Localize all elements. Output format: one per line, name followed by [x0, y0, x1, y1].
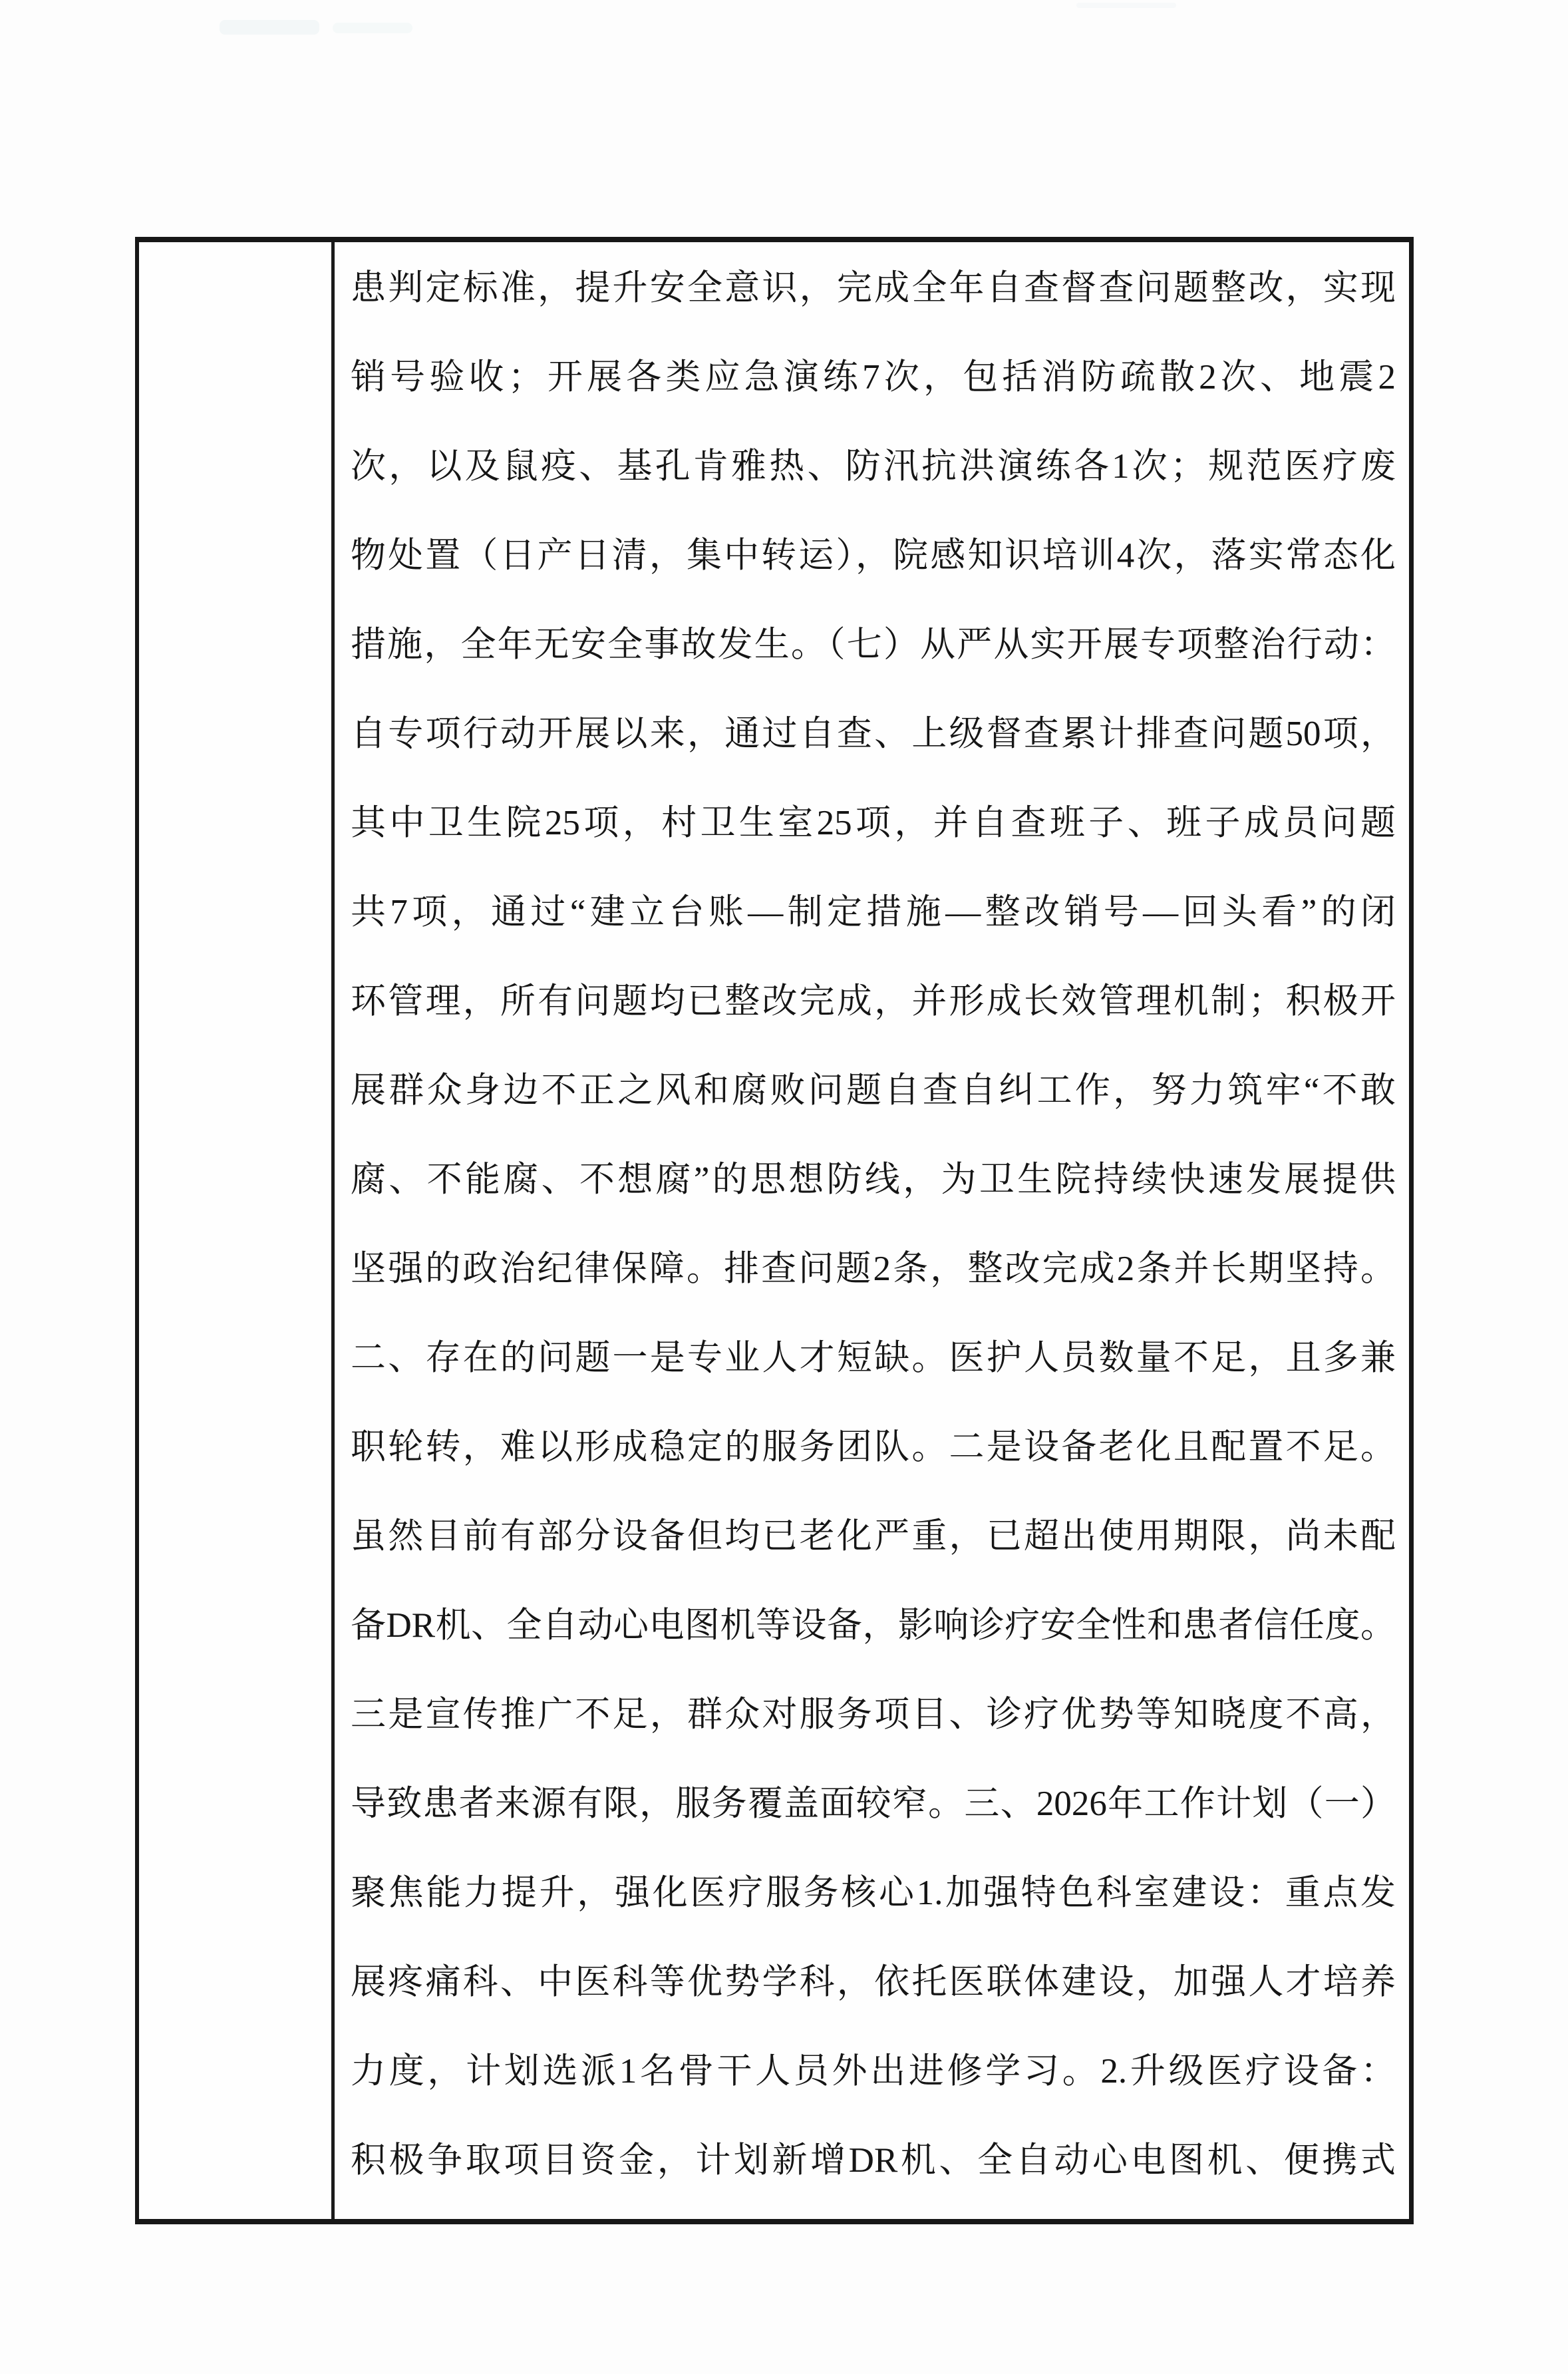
text-line: 腐、不能腐、不想腐”的思想防线，为卫生院持续快速发展提供 — [351, 1160, 1396, 1199]
text-line: 积极争取项目资金，计划新增DR机、全自动心电图机、便携式 — [351, 2141, 1396, 2180]
text-line: 措施，全年无安全事故发生。（七）从严从实开展专项整治行动： — [351, 625, 1396, 664]
text-line: 其中卫生院25项，村卫生室25项，并自查班子、班子成员问题 — [351, 804, 1396, 842]
scan-artifact — [333, 23, 412, 33]
text-line: 次，以及鼠疫、基孔肯雅热、防汛抗洪演练各1次；规范医疗废 — [351, 447, 1396, 486]
text-line: 环管理，所有问题均已整改完成，并形成长效管理机制；积极开 — [351, 982, 1396, 1021]
scan-artifact — [220, 20, 319, 35]
text-line: 虽然目前有部分设备但均已老化严重，已超出使用期限，尚未配 — [351, 1517, 1396, 1556]
text-line: 职轮转，难以形成稳定的服务团队。二是设备老化且配置不足。 — [351, 1428, 1396, 1466]
text-line: 二、存在的问题一是专业人才短缺。医护人员数量不足，且多兼 — [351, 1339, 1396, 1377]
table-label-column — [139, 242, 335, 2219]
text-line: 导致患者来源有限，服务覆盖面较窄。三、2026年工作计划（一） — [351, 1784, 1396, 1823]
text-line: 物处置（日产日清，集中转运），院感知识培训4次，落实常态化 — [351, 536, 1396, 575]
table-content-column — [335, 242, 1409, 2219]
text-line: 自专项行动开展以来，通过自查、上级督查累计排查问题50项， — [351, 715, 1396, 753]
text-line: 聚焦能力提升，强化医疗服务核心1.加强特色科室建设：重点发 — [351, 1874, 1396, 1912]
text-line: 展疼痛科、中医科等优势学科，依托医联体建设，加强人才培养 — [351, 1963, 1396, 2001]
report-text — [351, 244, 1396, 2205]
scan-artifact — [1076, 3, 1176, 8]
text-line: 销号验收；开展各类应急演练7次，包括消防疏散2次、地震2 — [351, 358, 1396, 397]
text-line: 力度，计划选派1名骨干人员外出进修学习。2.升级医疗设备： — [351, 2052, 1396, 2091]
text-line: 备DR机、全自动心电图机等设备，影响诊疗安全性和患者信任度。 — [351, 1606, 1396, 1645]
text-line: 患判定标准，提升安全意识，完成全年自查督查问题整改，实现 — [351, 269, 1396, 307]
text-line: 展群众身边不正之风和腐败问题自查自纠工作，努力筑牢“不敢 — [351, 1071, 1396, 1110]
report-table — [135, 237, 1414, 2224]
text-line: 三是宣传推广不足，群众对服务项目、诊疗优势等知晓度不高， — [351, 1695, 1396, 1734]
text-line: 坚强的政治纪律保障。排查问题2条，整改完成2条并长期坚持。 — [351, 1250, 1396, 1288]
text-line: 共7项，通过“建立台账—制定措施—整改销号—回头看”的闭 — [351, 893, 1396, 932]
